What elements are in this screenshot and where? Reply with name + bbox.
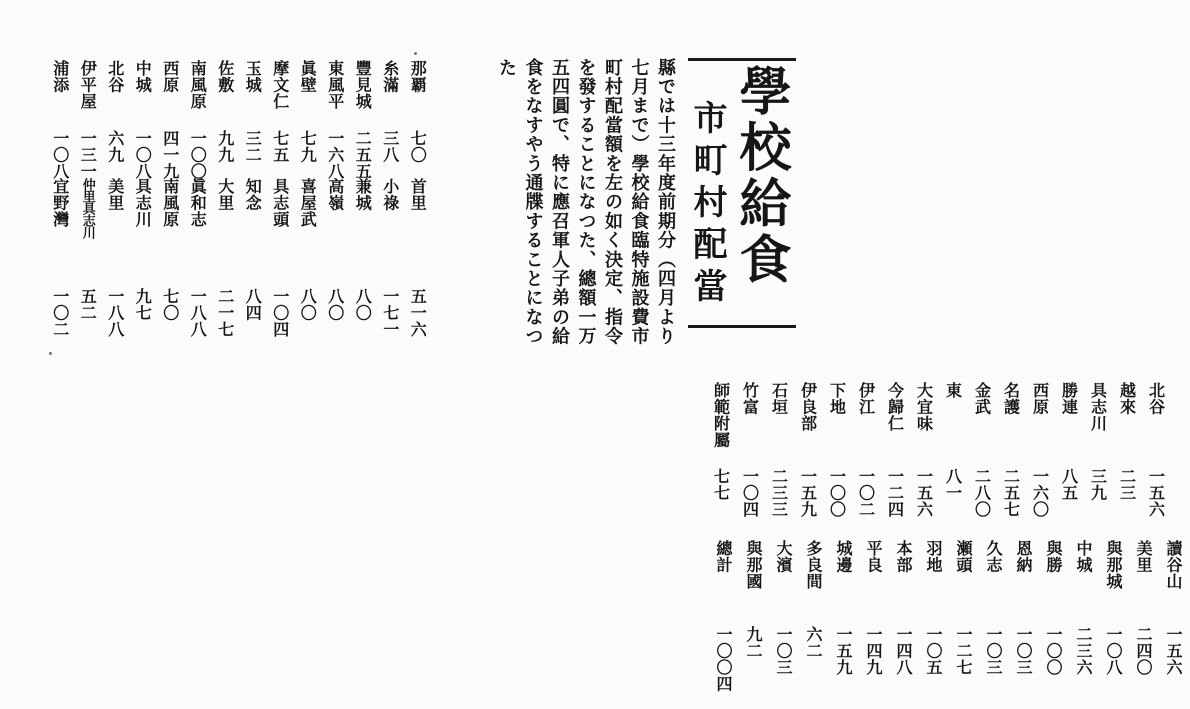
headline-top-rule [688,58,796,61]
allocation-amount: 一〇二 [856,468,876,518]
municipality-name: 本部 [894,540,913,573]
allocation-amount: 一五九 [834,626,853,676]
headline-title: 學校給食 [730,64,791,288]
allocation-amount: 八四 [243,288,263,321]
allocation-amount: 一五六 [1164,626,1183,676]
allocation-amount: 六九 [105,130,125,163]
allocation-amount: 一四八 [894,626,913,676]
municipality-name: 豐見城 [353,60,373,110]
allocation-amount: 九七 [133,288,153,321]
municipality-name: 宜野灣 [50,178,70,228]
municipality-name: 具志川 [133,178,153,228]
municipality-name: 北谷 [1146,382,1166,415]
allocation-amount: 二三六 [1074,626,1093,676]
municipality-name: 仲里具志川 [79,178,95,238]
municipality-name: 美里 [1134,540,1153,573]
municipality-name: 讀谷山 [1164,540,1183,590]
municipality-name: 玉城 [243,60,263,93]
municipality-name: 名護 [1001,382,1021,415]
municipality-name: 伊江 [856,382,876,415]
allocation-amount: 一八八 [105,288,125,338]
municipality-name: 今歸仁 [885,382,905,432]
municipality-name: 那覇 [408,60,428,93]
municipality-name: 南風原 [160,178,180,228]
municipality-name: 與那城 [1104,540,1123,590]
allocation-amount: 一〇二 [50,288,70,338]
allocation-amount: 八〇 [325,288,345,321]
allocation-amount: 一〇四 [740,468,760,518]
allocation-amount: 二五五 [353,130,373,180]
allocation-amount: 一〇三 [1014,626,1033,676]
allocation-amount: 一四九 [864,626,883,676]
municipality-name: 久志 [984,540,1003,573]
municipality-name: 西原 [160,60,180,93]
municipality-name: 大濱 [774,540,793,573]
municipality-name: 伊良部 [798,382,818,432]
municipality-name: 中城 [1074,540,1093,573]
municipality-name: 眞和志 [188,178,208,228]
allocation-amount: 一〇四 [270,288,290,338]
allocation-amount: 一〇五 [924,626,943,676]
allocation-amount: 二八〇 [972,468,992,518]
allocation-amount: 五二 [78,288,98,321]
allocation-amount: 一七一 [380,288,400,338]
municipality-name: 羽地 [924,540,943,573]
municipality-name: 大宜味 [914,382,934,432]
municipality-name: 城邊 [834,540,853,573]
municipality-name: 下地 [827,382,847,415]
allocation-amount: 一五六 [1146,468,1166,518]
municipality-name: 小祿 [380,178,400,211]
municipality-name: 兼城 [353,178,373,211]
municipality-name: 東 [943,382,963,399]
allocation-amount: 二三 [1117,468,1137,501]
headline-subtitle: 市町村配當 [687,100,727,310]
municipality-name: 中城 [133,60,153,93]
municipality-name: 總計 [714,540,733,573]
allocation-amount: 七九 [298,130,318,163]
allocation-amount: 二三三 [769,468,789,518]
municipality-name: 南風原 [188,60,208,110]
allocation-amount: 一六八 [325,130,345,180]
municipality-name: 石垣 [769,382,789,415]
allocation-amount: 八〇 [353,288,373,321]
municipality-name: 眞壁 [298,60,318,93]
municipality-name: 恩納 [1014,540,1033,573]
allocation-amount: 一〇〇四 [714,626,733,692]
municipality-name: 與那國 [744,540,763,590]
municipality-name: 多良間 [804,540,823,590]
municipality-name: 勝連 [1059,382,1079,415]
allocation-amount: 八五 [1059,468,1079,501]
municipality-name: 美里 [105,178,125,211]
allocation-amount: 二五七 [1001,468,1021,518]
allocation-amount: 八〇 [298,288,318,321]
allocation-amount: 一八八 [188,288,208,338]
print-speck [414,52,417,55]
allocation-amount: 三九 [1088,468,1108,501]
headline-bottom-rule [688,325,796,328]
municipality-name: 高嶺 [325,178,345,211]
allocation-amount: 一〇〇 [827,468,847,518]
allocation-amount: 一〇八 [50,130,70,180]
allocation-amount: 一五六 [914,468,934,518]
allocation-amount: 一五九 [798,468,818,518]
allocation-amount: 二一七 [215,288,235,338]
allocation-amount: 一二七 [954,626,973,676]
allocation-amount: 一六〇 [1030,468,1050,518]
municipality-name: 摩文仁 [270,60,290,110]
municipality-name: 瀬頭 [954,540,973,573]
allocation-amount: 四一九 [160,130,180,180]
municipality-name: 竹富 [740,382,760,415]
allocation-amount: 一〇〇 [1044,626,1063,676]
allocation-amount: 七〇 [160,288,180,321]
municipality-name: 佐敷 [215,60,235,93]
municipality-name: 具志頭 [270,178,290,228]
allocation-amount: 一〇〇 [188,130,208,180]
allocation-amount: 八一 [943,468,963,501]
municipality-name: 與勝 [1044,540,1063,573]
municipality-name: 金武 [972,382,992,415]
municipality-name: 浦添 [50,60,70,93]
allocation-amount: 一二四 [885,468,905,518]
municipality-name: 越來 [1117,382,1137,415]
allocation-amount: 一〇八 [133,130,153,180]
allocation-amount: 七七 [711,468,731,501]
municipality-name: 師範附屬 [711,382,731,448]
allocation-amount: 一〇三 [774,626,793,676]
municipality-name: 東風平 [325,60,345,110]
print-speck [49,352,52,355]
allocation-amount: 九二 [744,626,763,659]
municipality-name: 西原 [1030,382,1050,415]
municipality-name: 首里 [408,178,428,211]
allocation-amount: 一三一 [78,130,98,180]
municipality-name: 大里 [215,178,235,211]
municipality-name: 平良 [864,540,883,573]
allocation-amount: 五一六 [408,288,428,338]
article-body: 縣では十三年度前期分（四月より七月まで）學校給食臨特施設費市町村配當額を左の如く決定、指令を發することになつた、總額一万五四圓で、特に應召軍人子弟の給食をなすやう通牒することになつた [496,58,676,346]
allocation-amount: 三二 [243,130,263,163]
allocation-amount: 七〇 [408,130,428,163]
municipality-name: 知念 [243,178,263,211]
allocation-amount: 九九 [215,130,235,163]
allocation-amount: 二四〇 [1134,626,1153,676]
municipality-name: 喜屋武 [298,178,318,228]
allocation-amount: 一〇八 [1104,626,1123,676]
municipality-name: 北谷 [105,60,125,93]
municipality-name: 伊平屋 [78,60,98,110]
allocation-amount: 六二 [804,626,823,659]
municipality-name: 具志川 [1088,382,1108,432]
allocation-amount: 七五 [270,130,290,163]
allocation-amount: 一〇三 [984,626,1003,676]
municipality-name: 糸滿 [380,60,400,93]
allocation-amount: 三八 [380,130,400,163]
